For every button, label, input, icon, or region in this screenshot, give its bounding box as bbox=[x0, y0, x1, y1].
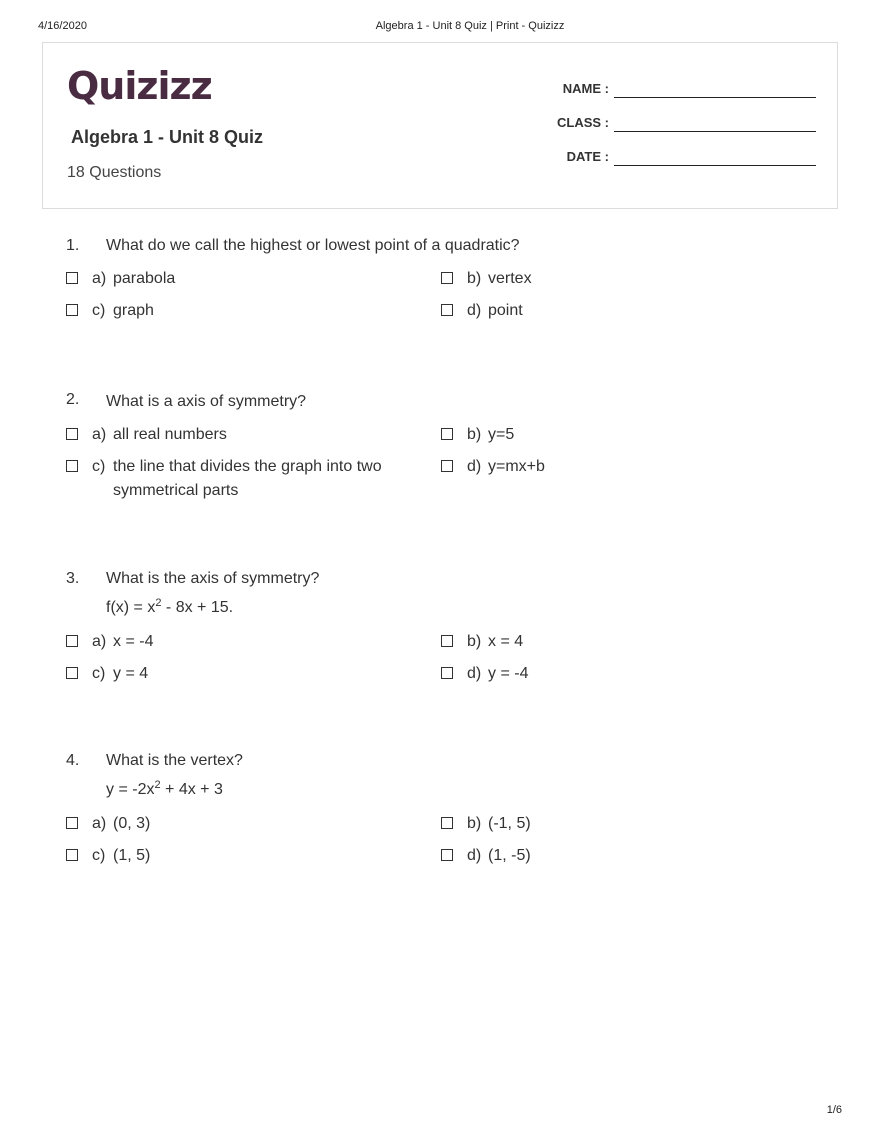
equation-base: y = -2x bbox=[106, 781, 155, 798]
option-letter: a) bbox=[92, 633, 107, 650]
checkbox[interactable] bbox=[66, 667, 78, 679]
option-text: y=5 bbox=[488, 426, 515, 443]
option-text: y=mx+b bbox=[488, 458, 545, 475]
checkbox[interactable] bbox=[66, 428, 78, 440]
option-text: parabola bbox=[113, 270, 176, 287]
option-letter: c) bbox=[92, 458, 106, 475]
name-line[interactable] bbox=[614, 97, 816, 98]
print-header bbox=[0, 20, 880, 36]
option-letter: c) bbox=[92, 665, 106, 682]
option-text: point bbox=[488, 302, 523, 319]
option-letter: d) bbox=[467, 847, 482, 864]
checkbox[interactable] bbox=[66, 460, 78, 472]
name-field[interactable] bbox=[557, 81, 817, 103]
option-letter: b) bbox=[467, 270, 482, 287]
checkbox[interactable] bbox=[66, 817, 78, 829]
question-number: 3. bbox=[66, 570, 80, 587]
equation-base: f(x) = x bbox=[106, 599, 156, 616]
equation-rest: + 4x + 3 bbox=[160, 781, 223, 798]
quizizz-logo bbox=[67, 63, 227, 109]
option-text: y = -4 bbox=[488, 665, 529, 682]
question-number: 4. bbox=[66, 752, 80, 769]
question-count: 18 Questions bbox=[67, 164, 162, 181]
checkbox[interactable] bbox=[66, 304, 78, 316]
quiz-title: Algebra 1 - Unit 8 Quiz bbox=[71, 127, 264, 147]
option-text: graph bbox=[113, 302, 154, 319]
option-text: x = -4 bbox=[113, 633, 154, 650]
checkbox[interactable] bbox=[441, 667, 453, 679]
checkbox[interactable] bbox=[441, 849, 453, 861]
checkbox[interactable] bbox=[441, 304, 453, 316]
question-equation bbox=[106, 781, 223, 799]
class-line[interactable] bbox=[614, 131, 816, 132]
checkbox[interactable] bbox=[441, 817, 453, 829]
option-text: (1, 5) bbox=[113, 847, 151, 864]
question-number: 2. bbox=[66, 391, 80, 408]
question-text: What is a axis of symmetry? bbox=[106, 393, 307, 410]
option-letter: a) bbox=[92, 270, 107, 287]
option-letter: a) bbox=[92, 426, 107, 443]
option-letter: d) bbox=[467, 302, 482, 319]
equation-exponent: 2 bbox=[155, 597, 162, 609]
option-text: (0, 3) bbox=[113, 815, 151, 832]
page-number: 1/6 bbox=[826, 1104, 842, 1116]
checkbox[interactable] bbox=[66, 272, 78, 284]
option-letter: c) bbox=[92, 302, 106, 319]
option-text: y = 4 bbox=[113, 665, 149, 682]
option-letter: d) bbox=[467, 458, 482, 475]
question-text: What is the axis of symmetry? bbox=[106, 570, 320, 587]
option-letter: b) bbox=[467, 815, 482, 832]
option-text: vertex bbox=[488, 270, 532, 287]
checkbox[interactable] bbox=[66, 635, 78, 647]
question-text: What is the vertex? bbox=[106, 752, 243, 769]
name-label: NAME : bbox=[562, 81, 609, 96]
question-text: What do we call the highest or lowest point of a quadratic? bbox=[106, 237, 520, 254]
option-letter: a) bbox=[92, 815, 107, 832]
question-equation bbox=[106, 599, 233, 617]
equation-exponent: 2 bbox=[154, 779, 161, 791]
option-text: x = 4 bbox=[488, 633, 524, 650]
question-number: 1. bbox=[66, 237, 80, 254]
checkbox[interactable] bbox=[441, 460, 453, 472]
print-title: Algebra 1 - Unit 8 Quiz | Print - Quizizz bbox=[375, 20, 565, 32]
logo-text: Quizizz bbox=[67, 64, 212, 108]
option-letter: d) bbox=[467, 665, 482, 682]
option-text: (-1, 5) bbox=[488, 815, 531, 832]
class-field[interactable] bbox=[557, 115, 817, 137]
option-letter: b) bbox=[467, 426, 482, 443]
option-text: (1, -5) bbox=[488, 847, 531, 864]
quiz-header-box bbox=[42, 42, 838, 209]
class-label: CLASS : bbox=[557, 115, 609, 130]
checkbox[interactable] bbox=[441, 635, 453, 647]
checkbox[interactable] bbox=[441, 272, 453, 284]
option-text: all real numbers bbox=[113, 426, 227, 443]
option-letter: c) bbox=[92, 847, 106, 864]
date-field[interactable] bbox=[557, 149, 817, 171]
date-label: DATE : bbox=[566, 149, 609, 164]
option-letter: b) bbox=[467, 633, 482, 650]
checkbox[interactable] bbox=[441, 428, 453, 440]
equation-rest: - 8x + 15. bbox=[161, 599, 234, 616]
print-date: 4/16/2020 bbox=[38, 20, 87, 32]
checkbox[interactable] bbox=[66, 849, 78, 861]
option-text: the line that divides the graph into two symmetrical parts bbox=[113, 458, 382, 499]
date-line[interactable] bbox=[614, 165, 816, 166]
